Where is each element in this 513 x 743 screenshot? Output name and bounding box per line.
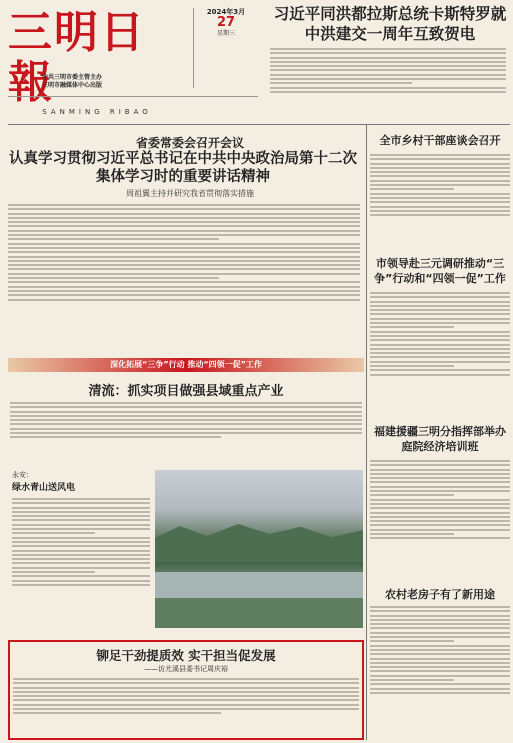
top-right-body [270, 46, 506, 120]
right-story-1-headline: 全市乡村干部座谈会召开 [379, 134, 501, 147]
section-banner [8, 358, 364, 372]
section-body [10, 400, 362, 462]
right-story-2-body [370, 290, 510, 418]
date-year-month: 2024年3月 [206, 8, 246, 16]
right-story-3-body [370, 458, 510, 578]
date-day: 27 [216, 15, 236, 30]
section-headline: 清流：抓实项目做强县域重点产业 [88, 384, 284, 399]
org-line-2: 三明市融媒体中心出版 [42, 82, 103, 89]
bottom-headline: 铆足干劲提质效 实干担当促发展 [96, 648, 276, 663]
photo-caption-title: 绿水青山送风电 [12, 483, 76, 493]
right-story-1-body [370, 152, 510, 248]
lead-body [8, 202, 360, 352]
publisher-info [42, 74, 192, 90]
right-story-4-headline: 农村老房子有了新用途 [385, 588, 495, 601]
lead-subheadline: 周祖翼主持并研究我省贯彻落实措施 [126, 189, 254, 198]
lead-headline: 认真学习贯彻习近平总书记在中共中央政治局第十二次集体学习时的重要讲话精神 [9, 151, 357, 185]
top-right-headline: 习近平同洪都拉斯总统卡斯特罗就中洪建交一周年互致贺电 [273, 5, 507, 43]
landscape-photo [155, 470, 363, 628]
photo-caption [12, 470, 152, 493]
right-story-4-body [370, 604, 510, 740]
bottom-feature-box [8, 640, 364, 740]
newspaper-logo: 三明日報 [8, 7, 146, 108]
weekday: 星期三 [216, 30, 235, 37]
bottom-subheadline: ——访尤溪县委书记周庆裕 [144, 665, 228, 673]
photo-caption-place: 永安： [12, 471, 33, 479]
newspaper-pinyin: SANMING RIBAO [42, 108, 152, 116]
org-line-1: 中共三明市委主管主办 [42, 74, 103, 81]
bottom-body [13, 676, 359, 736]
lead-kicker: 省委常委会召开会议 [135, 136, 244, 150]
right-story-2-headline: 市领导赴三元调研推动“三争”行动和“四领一促”工作 [374, 257, 506, 285]
index-strip [8, 96, 258, 123]
right-story-3-headline: 福建援疆三明分指挥部举办庭院经济培训班 [374, 425, 506, 453]
photo-caption-body [12, 496, 150, 632]
date-block [193, 8, 255, 88]
banner-text: 深化拓展“三争”行动 推动“四领一促”工作 [110, 360, 262, 369]
